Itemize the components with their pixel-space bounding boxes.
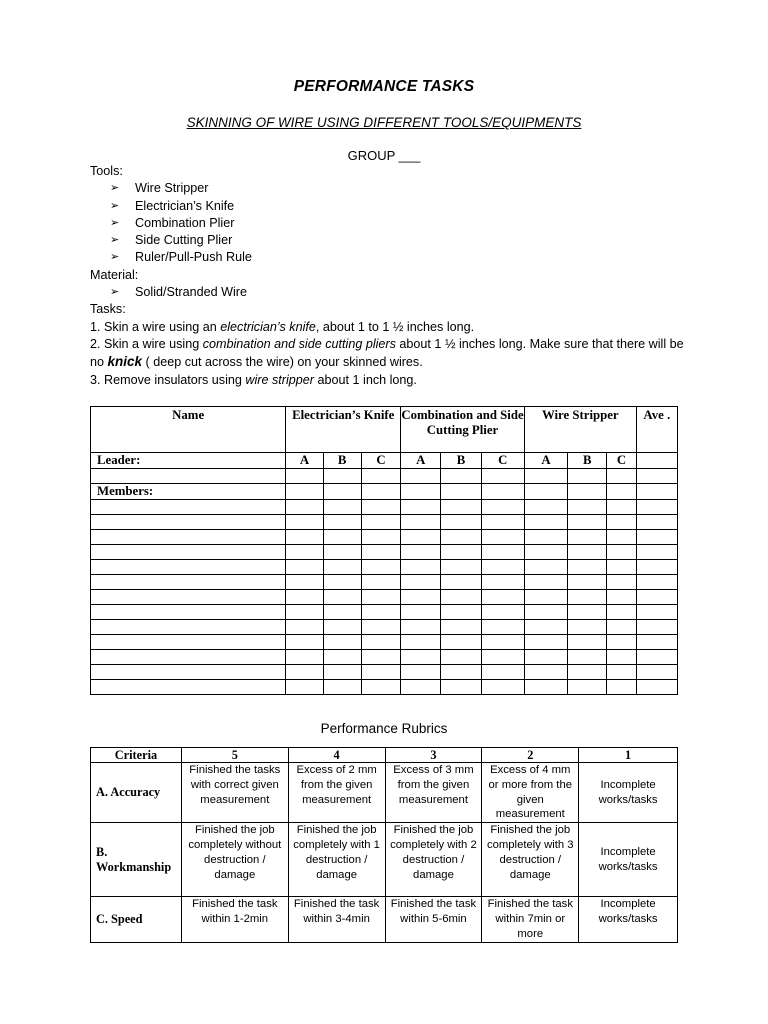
members-label: Members: (91, 484, 286, 500)
arrow-bullet-icon: ➢ (110, 286, 120, 299)
table-row (91, 530, 678, 545)
rubric-cell: Incomplete works/tasks (579, 897, 678, 942)
material-item: ➢ Solid/Stranded Wire (90, 284, 690, 301)
sub-header-a: A (524, 453, 567, 469)
rubric-cell: Finished the job completely without destruction / damage (181, 823, 288, 897)
plier-column-header: Combination and Side Cutting Plier (401, 407, 525, 453)
rubric-cell: Excess of 3 mm from the given measurement (385, 763, 482, 823)
table-row (91, 515, 678, 530)
rubric-table (90, 747, 678, 943)
table-row (91, 650, 678, 665)
score-1-header: 1 (579, 748, 678, 763)
knife-column-header: Electrician’s Knife (286, 407, 401, 453)
rubric-row-speed (91, 897, 678, 942)
rubric-cell: Finished the task within 3-4min (288, 897, 385, 942)
average-column-header: Ave . (636, 407, 677, 453)
rubric-cell: Finished the task within 5-6min (385, 897, 482, 942)
criteria-workmanship: B. Workmanship (91, 823, 182, 897)
document-subtitle: SKINNING OF WIRE USING DIFFERENT TOOLS/EQUIPMENTS (186, 115, 582, 130)
score-2-header: 2 (482, 748, 579, 763)
sub-header-b: B (323, 453, 361, 469)
sub-header-b: B (568, 453, 607, 469)
rubric-cell: Finished the job completely with 3 destruction / damage (482, 823, 579, 897)
task-1: 1. Skin a wire using an electrician’s knife, about 1 to 1 ½ inches long. (90, 319, 475, 334)
arrow-bullet-icon: ➢ (110, 234, 120, 247)
task-3: 3. Remove insulators using wire stripper about 1 inch long. (90, 372, 417, 387)
table-row (91, 575, 678, 590)
criteria-accuracy: A. Accuracy (91, 763, 182, 823)
tool-item: ➢ Wire Stripper (90, 180, 690, 197)
rubric-row-accuracy (91, 763, 678, 823)
rubric-cell: Finished the task within 7min or more (482, 897, 579, 942)
group-label: GROUP ___ (347, 148, 421, 163)
table-row (91, 500, 678, 515)
sub-header-c: C (481, 453, 524, 469)
criteria-header: Criteria (91, 748, 182, 763)
rubric-row-workmanship (91, 823, 678, 897)
sub-header-c: C (361, 453, 400, 469)
arrow-bullet-icon: ➢ (110, 251, 120, 264)
table-row (91, 665, 678, 680)
score-3-header: 3 (385, 748, 482, 763)
arrow-bullet-icon: ➢ (110, 182, 120, 195)
rubric-cell: Excess of 2 mm from the given measurement (288, 763, 385, 823)
material-heading: Material: (90, 267, 139, 282)
rubric-title: Performance Rubrics (320, 721, 448, 736)
rubric-cell: Finished the task within 1-2min (181, 897, 288, 942)
table-row (91, 469, 678, 484)
arrow-bullet-icon: ➢ (110, 216, 120, 229)
score-table (90, 406, 678, 695)
tools-heading: Tools: (90, 164, 123, 178)
rubric-cell: Incomplete works/tasks (579, 823, 678, 897)
sub-header-b: B (441, 453, 481, 469)
tasks-heading: Tasks: (90, 302, 126, 317)
rubric-cell: Finished the job completely with 2 destruction / damage (385, 823, 482, 897)
table-row (91, 635, 678, 650)
stripper-column-header: Wire Stripper (524, 407, 636, 453)
rubric-cell: Finished the tasks with correct given measurement (181, 763, 288, 823)
tool-item: ➢ Combination Plier (90, 215, 690, 232)
name-column-header: Name (91, 407, 286, 453)
table-row (91, 605, 678, 620)
tool-item: ➢ Ruler/Pull-Push Rule (90, 249, 690, 266)
tool-item: ➢ Electrician’s Knife (90, 198, 690, 215)
rubric-cell: Finished the job completely with 1 destruction / damage (288, 823, 385, 897)
document-title: PERFORMANCE TASKS (293, 78, 475, 95)
score-4-header: 4 (288, 748, 385, 763)
table-row (91, 620, 678, 635)
leader-label: Leader: (91, 453, 286, 469)
arrow-bullet-icon: ➢ (110, 199, 120, 212)
rubric-cell: Excess of 4 mm or more from the given measurement (482, 763, 579, 823)
task-2: 2. Skin a wire using combination and side cutting pliers about 1 ½ inches long. Make sure that there will be no knick ( deep cut across the wire) on your skinned wires. (90, 336, 684, 370)
criteria-speed: C. Speed (91, 897, 182, 942)
sub-header-a: A (286, 453, 323, 469)
table-row (91, 545, 678, 560)
score-5-header: 5 (181, 748, 288, 763)
tool-item: ➢ Side Cutting Plier (90, 232, 690, 249)
table-row (91, 484, 678, 500)
sub-header-c: C (607, 453, 636, 469)
rubric-cell: Incomplete works/tasks (579, 763, 678, 823)
table-row (91, 560, 678, 575)
table-row (91, 590, 678, 605)
table-row (91, 680, 678, 695)
instructions-section (90, 163, 690, 389)
sub-header-a: A (401, 453, 441, 469)
